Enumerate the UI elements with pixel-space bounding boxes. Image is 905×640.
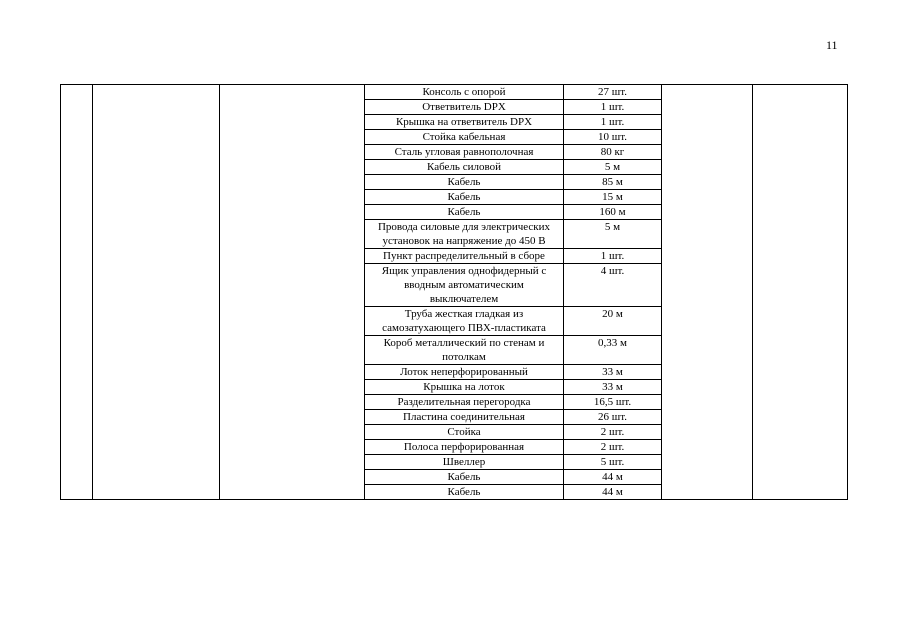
empty-column-7 <box>753 85 848 500</box>
item-quantity-cell: 27 шт. <box>564 85 662 100</box>
specification-table-body <box>61 85 848 500</box>
item-quantity-cell: 44 м <box>564 470 662 485</box>
item-name-cell: Лоток неперфорированный <box>365 365 564 380</box>
item-quantity-cell: 5 м <box>564 160 662 175</box>
item-quantity-cell: 16,5 шт. <box>564 395 662 410</box>
item-name-cell: Кабель <box>365 470 564 485</box>
item-name-cell: Ящик управления однофидерный с вводным автоматическим выключателем <box>365 264 564 307</box>
item-name-cell: Пластина соединительная <box>365 410 564 425</box>
item-name-cell: Провода силовые для электрических установок на напряжение до 450 В <box>365 220 564 249</box>
specification-table <box>60 84 848 500</box>
item-quantity-cell: 85 м <box>564 175 662 190</box>
item-name-cell: Кабель <box>365 175 564 190</box>
item-name-cell: Разделительная перегородка <box>365 395 564 410</box>
item-name-cell: Крышка на ответвитель DPX <box>365 115 564 130</box>
item-name-cell: Сталь угловая равнополочная <box>365 145 564 160</box>
item-quantity-cell: 5 шт. <box>564 455 662 470</box>
item-quantity-cell: 1 шт. <box>564 115 662 130</box>
item-name-cell: Крышка на лоток <box>365 380 564 395</box>
item-quantity-cell: 20 м <box>564 307 662 336</box>
item-quantity-cell: 0,33 м <box>564 336 662 365</box>
item-quantity-cell: 10 шт. <box>564 130 662 145</box>
empty-column-1 <box>61 85 93 500</box>
item-quantity-cell: 80 кг <box>564 145 662 160</box>
item-name-cell: Стойка кабельная <box>365 130 564 145</box>
empty-column-6 <box>662 85 753 500</box>
item-name-cell: Кабель <box>365 190 564 205</box>
empty-column-3 <box>220 85 365 500</box>
item-quantity-cell: 26 шт. <box>564 410 662 425</box>
item-quantity-cell: 160 м <box>564 205 662 220</box>
item-name-cell: Ответвитель DPX <box>365 100 564 115</box>
item-name-cell: Короб металлический по стенам и потолкам <box>365 336 564 365</box>
item-quantity-cell: 5 м <box>564 220 662 249</box>
item-name-cell: Швеллер <box>365 455 564 470</box>
item-name-cell: Консоль с опорой <box>365 85 564 100</box>
item-quantity-cell: 44 м <box>564 485 662 500</box>
item-name-cell: Пункт распределительный в сборе <box>365 249 564 264</box>
item-quantity-cell: 33 м <box>564 380 662 395</box>
item-name-cell: Кабель <box>365 205 564 220</box>
item-quantity-cell: 15 м <box>564 190 662 205</box>
item-quantity-cell: 1 шт. <box>564 100 662 115</box>
item-quantity-cell: 4 шт. <box>564 264 662 307</box>
item-name-cell: Стойка <box>365 425 564 440</box>
page-number: 11 <box>826 38 838 52</box>
item-quantity-cell: 2 шт. <box>564 440 662 455</box>
item-name-cell: Кабель силовой <box>365 160 564 175</box>
table-row <box>61 85 848 100</box>
item-quantity-cell: 2 шт. <box>564 425 662 440</box>
item-name-cell: Труба жесткая гладкая из самозатухающего ПВХ-пластиката <box>365 307 564 336</box>
item-name-cell: Полоса перфорированная <box>365 440 564 455</box>
empty-column-2 <box>93 85 220 500</box>
item-name-cell: Кабель <box>365 485 564 500</box>
item-quantity-cell: 1 шт. <box>564 249 662 264</box>
item-quantity-cell: 33 м <box>564 365 662 380</box>
